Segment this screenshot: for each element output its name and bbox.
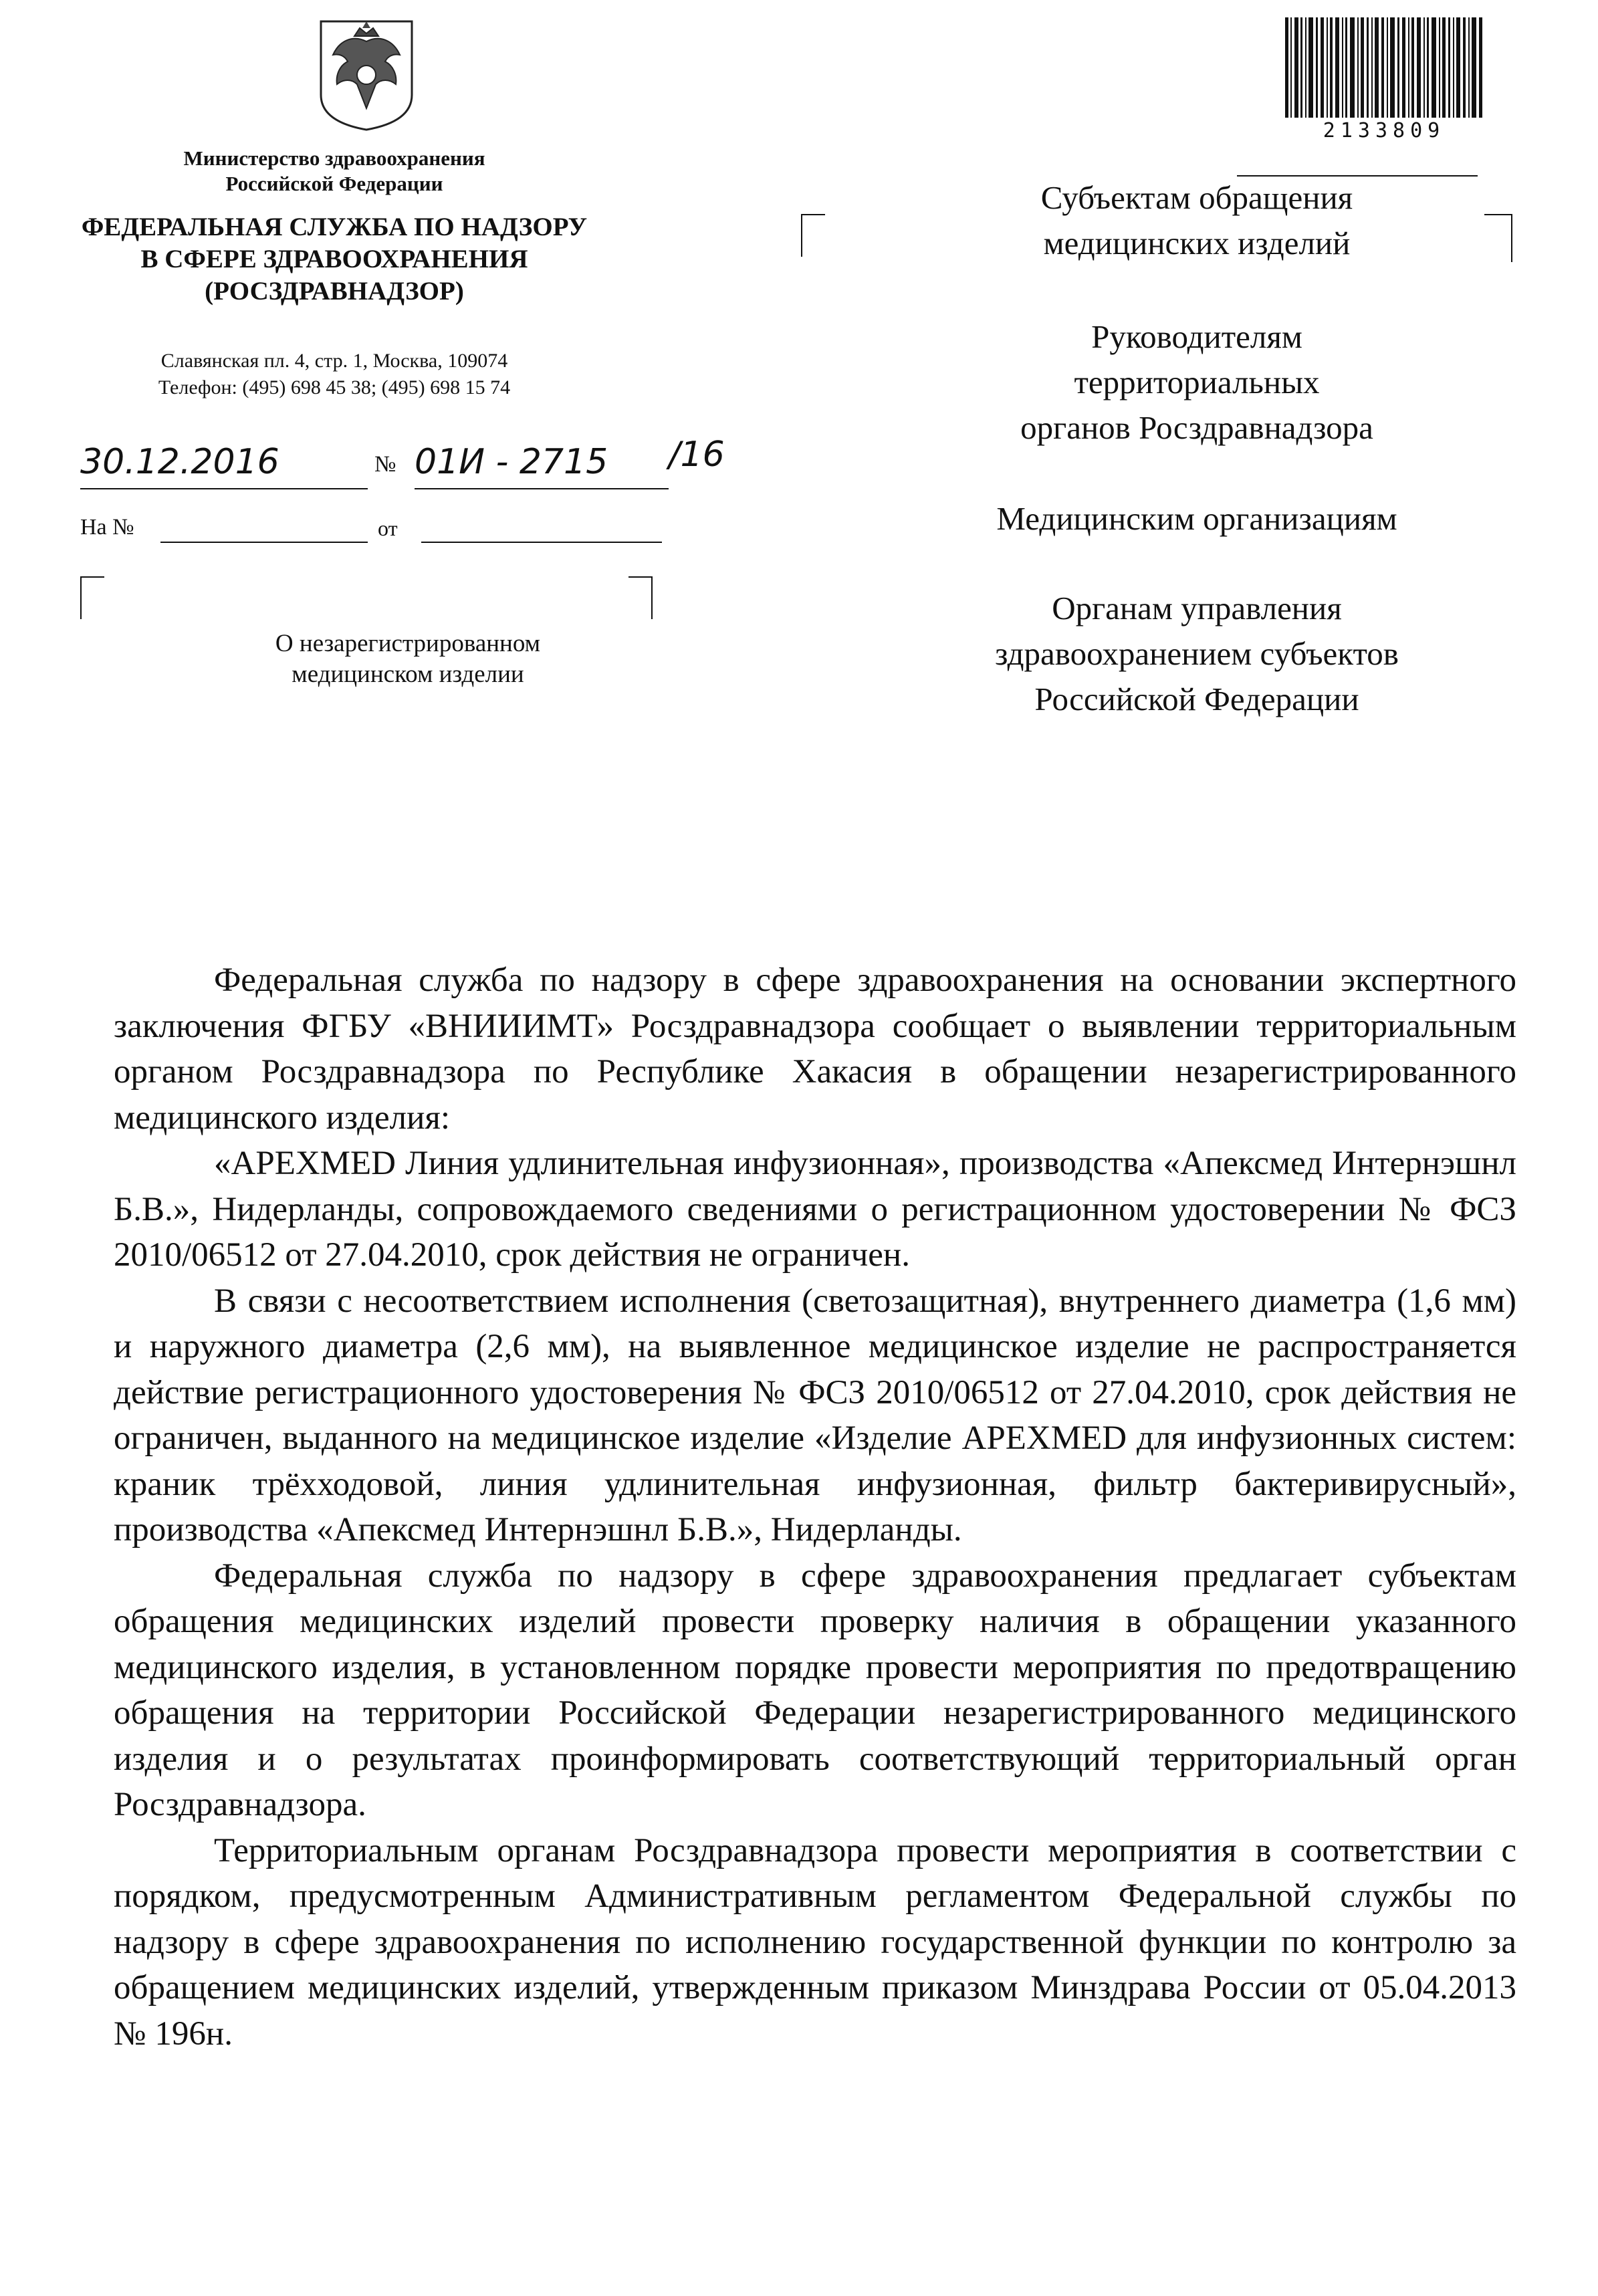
reply-from-label: от — [378, 516, 398, 540]
letter-number-suffix: /16 — [669, 435, 725, 475]
reply-number-label: На № — [80, 515, 134, 540]
addressee-1-line-2: медицинских изделий — [1043, 225, 1351, 261]
reply-number-blank — [160, 542, 368, 543]
service-line-2: В СФЕРЕ ЗДРАВООХРАНЕНИЯ — [140, 245, 528, 273]
letter-date: 30.12.2016 — [80, 441, 368, 489]
number-label: № — [374, 452, 396, 477]
addressee-2 — [863, 314, 1531, 451]
ministry-name — [94, 146, 575, 197]
service-line-3: (РОСЗДРАВНАДЗОР) — [205, 277, 464, 306]
reply-date-blank — [421, 542, 662, 543]
ministry-line-2: Российской Федерации — [225, 172, 443, 195]
addressee-4 — [863, 586, 1531, 722]
subject-line-2: медицинском изделии — [292, 661, 524, 688]
letter-number: 01И - 2715 — [415, 441, 669, 489]
addressee-2-line-3: органов Росздравнадзора — [1020, 409, 1373, 446]
letter-subject — [134, 628, 682, 690]
body-paragraph-4: Федеральная служба по надзору в сфере здравоохранения предлагает субъектам обращения медицинских изделий провести проверку наличия в обращении указанного медицинского изделия, в установленном порядке провести мероприятия по предотвращению обращения на территории Российской Федерации незарегистрированного медицинского изделия и о результатах проинформировать соответствующий территориальный орган Росздравнадзора. — [114, 1557, 1516, 1823]
body-paragraph-1: Федеральная служба по надзору в сфере здравоохранения на основании экспертного заключения ФГБУ «ВНИИИМТ» Росздравнадзора сообщает о выявлении территориальным органом Росздравнадзора по Республике Хакасия в обращении незарегистрированного медицинского изделия: — [114, 961, 1516, 1137]
body-paragraph-5: Территориальным органам Росздравнадзора провести мероприятия в соответствии с порядком, предусмотренным Административным регламентом Федеральной службы по надзору в сфере здравоохранения по исполнению государственной функции по контролю за обращением медицинских изделий, утвержденным приказом Минздрава России от 05.04.2013 № 196н. — [114, 1831, 1516, 2053]
addressee-3-line-1: Медицинским организациям — [996, 500, 1397, 537]
addressee-2-line-2: территориальных — [1074, 364, 1320, 400]
service-name — [40, 211, 629, 308]
subject-line-1: О незарегистрированном — [275, 630, 541, 657]
subject-bracket-left — [80, 576, 104, 619]
body-paragraph-2: «APEXMED Линия удлинительная инфузионная», производства «Апексмед Интернэшнл Б.В.», Нидерланды, сопровождаемого сведениями о регистрационном удостоверении № ФСЗ 2010/06512 от 27.04.2010, срок действия не ограничен. — [114, 1145, 1516, 1274]
address-line-1: Славянская пл. 4, стр. 1, Москва, 109074 — [160, 350, 508, 372]
address-line-2: Телефон: (495) 698 45 38; (495) 698 15 74 — [158, 376, 511, 398]
addressee-bracket-left — [801, 214, 825, 257]
service-address — [80, 348, 588, 401]
addressee-3 — [863, 496, 1531, 542]
letter-body — [114, 957, 1516, 2057]
addressee-4-line-1: Органам управления — [1052, 590, 1342, 626]
addressee-1-line-1: Субъектам обращения — [1040, 179, 1353, 216]
barcode-icon — [1284, 17, 1484, 118]
body-paragraph-3: В связи с несоответствием исполнения (светозащитная), внутреннего диаметра (1,6 мм) и наружного диаметра (2,6 мм), на выявленное медицинское изделие не распространяется действие регистрационного удостоверения № ФСЗ 2010/06512 от 27.04.2010, срок действия не ограничен, выданного на медицинское изделие «Изделие APEXMED для инфузионных систем: краник трёхходовой, линия удлинительная инфузионная, фильтр бактеривирусный», производства «Апексмед Интернэшнл Б.В.», Нидерланды. — [114, 1282, 1516, 1548]
addressee-2-line-1: Руководителям — [1091, 318, 1302, 355]
addressee-4-line-3: Российской Федерации — [1034, 681, 1359, 717]
service-line-1: ФЕДЕРАЛЬНАЯ СЛУЖБА ПО НАДЗОРУ — [81, 213, 588, 241]
subject-bracket-right — [629, 576, 653, 619]
ministry-line-1: Министерство здравоохранения — [183, 146, 485, 170]
addressee-4-line-2: здравоохранением субъектов — [995, 635, 1399, 672]
addressee-1 — [863, 175, 1531, 266]
russian-coat-of-arms-icon — [313, 15, 420, 135]
barcode-number: 2133809 — [1323, 119, 1446, 142]
